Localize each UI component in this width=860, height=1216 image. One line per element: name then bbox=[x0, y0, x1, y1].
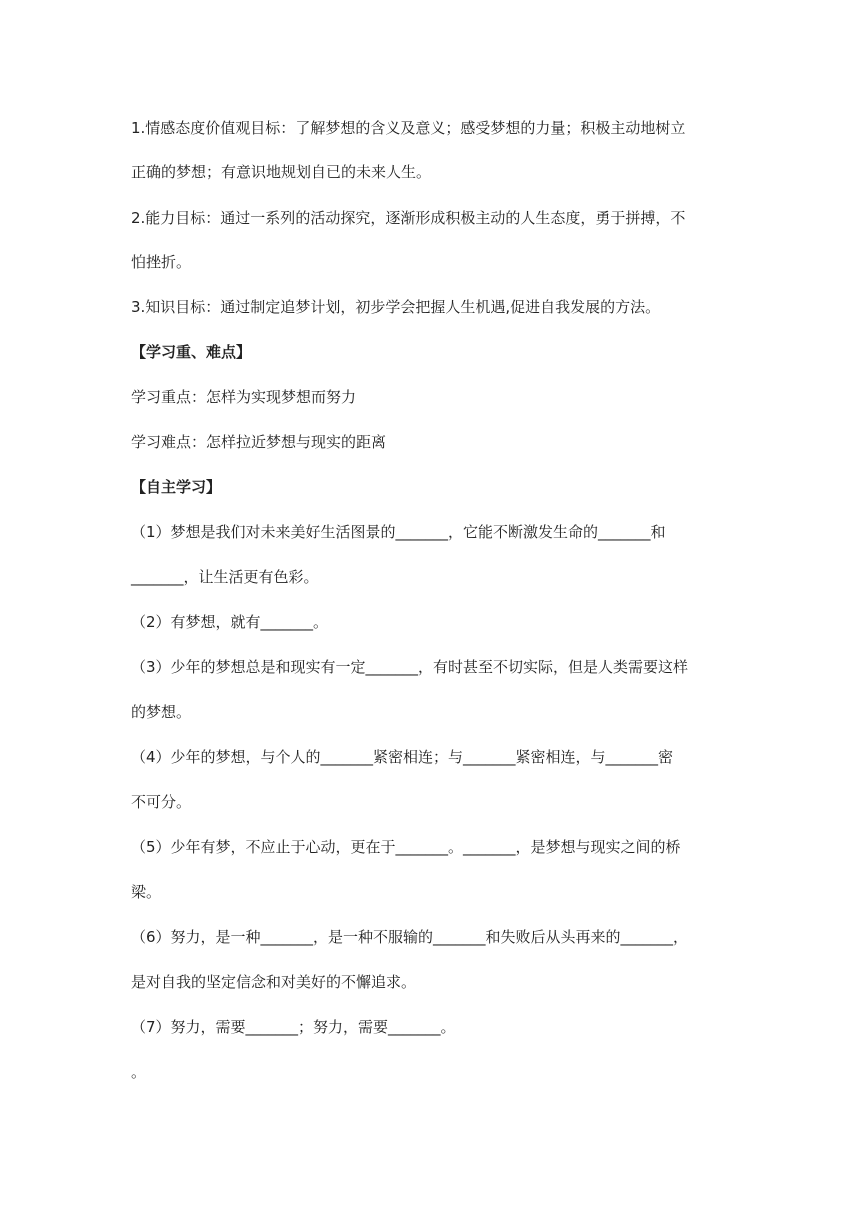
question-4-line-2: 不可分。 bbox=[131, 793, 192, 811]
question-3-line-2: 的梦想。 bbox=[131, 703, 192, 721]
question-6-line-1: （6）努力，是一种_______，是一种不服输的_______和失败后从头再来的_______， bbox=[131, 928, 689, 946]
question-1-line-1: （1）梦想是我们对未来美好生活图景的_______，它能不断激发生命的_______和 bbox=[131, 523, 666, 541]
question-3-line-1: （3）少年的梦想总是和现实有一定_______，有时甚至不切实际，但是人类需要这样 bbox=[131, 658, 689, 676]
question-7-line: （7）努力，需要_______；努力，需要_______。 bbox=[131, 1018, 456, 1036]
question-5-line-1: （5）少年有梦，不应止于心动，更在于_______。_______，是梦想与现实之间的桥 bbox=[131, 838, 681, 856]
objective-knowledge-line: 3.知识目标：通过制定追梦计划，初步学会把握人生机遇,促进自我发展的方法。 bbox=[131, 298, 661, 316]
trailing-period: 。 bbox=[131, 1063, 147, 1081]
question-5-line-2: 梁。 bbox=[131, 883, 162, 901]
question-4-line-1: （4）少年的梦想，与个人的_______紧密相连；与_______紧密相连，与_______密 bbox=[131, 748, 674, 766]
section-heading-key-points: 【学习重、难点】 bbox=[131, 343, 252, 361]
question-2-line: （2）有梦想，就有_______。 bbox=[131, 613, 329, 631]
question-6-line-2: 是对自我的坚定信念和对美好的不懈追求。 bbox=[131, 973, 417, 991]
objective-ability-line-2: 怕挫折。 bbox=[131, 253, 192, 271]
difficult-point-line: 学习难点：怎样拉近梦想与现实的距离 bbox=[131, 433, 387, 451]
objective-emotion-line-1: 1.情感态度价值观目标：了解梦想的含义及意义；感受梦想的力量；积极主动地树立 bbox=[131, 119, 686, 137]
objective-ability-line-1: 2.能力目标：通过一系列的活动探究，逐渐形成积极主动的人生态度，勇于拼搏，不 bbox=[131, 209, 686, 227]
objective-emotion-line-2: 正确的梦想；有意识地规划自已的未来人生。 bbox=[131, 163, 432, 181]
question-1-line-2: _______，让生活更有色彩。 bbox=[131, 568, 319, 586]
key-point-line: 学习重点：怎样为实现梦想而努力 bbox=[131, 388, 357, 406]
section-heading-self-study: 【自主学习】 bbox=[131, 478, 222, 496]
